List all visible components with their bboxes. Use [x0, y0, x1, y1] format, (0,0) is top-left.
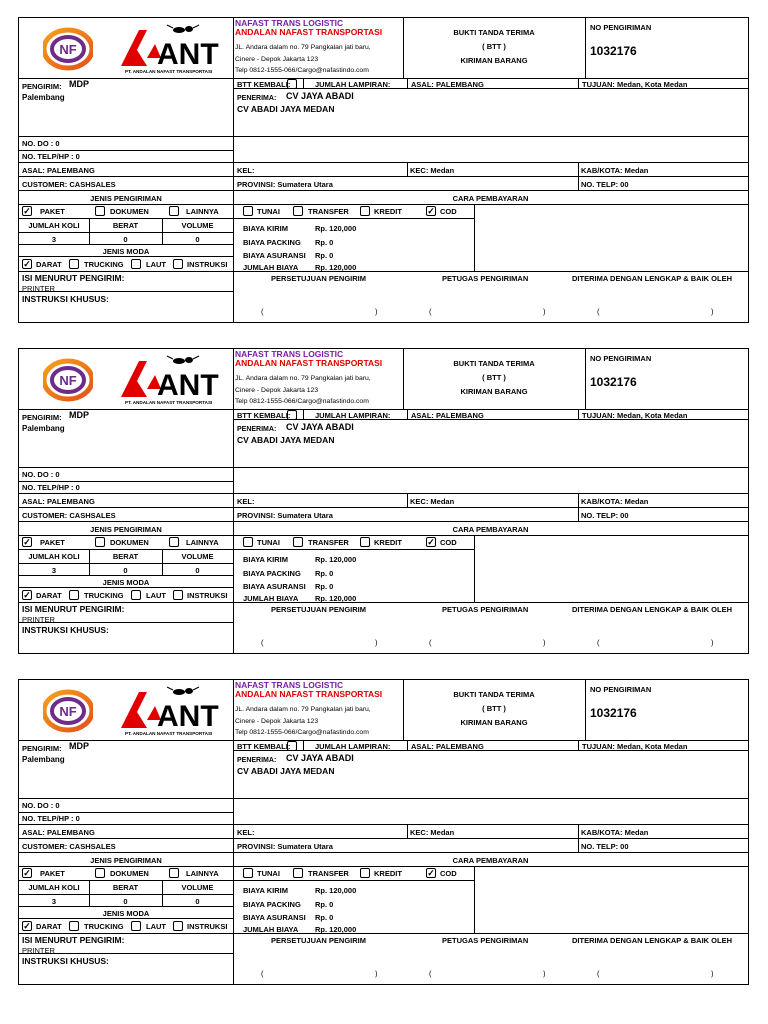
- dokumen-label: DOKUMEN: [110, 207, 149, 216]
- petugas-pengiriman: PETUGAS PENGIRIMAN: [442, 605, 529, 614]
- sign-open-2: (: [429, 307, 432, 316]
- berat-label: BERAT: [112, 883, 139, 892]
- cod-checkbox[interactable]: ✓: [427, 206, 435, 216]
- company-name: NAFAST TRANS LOGISTIC: [235, 349, 344, 359]
- jumlah-koli-label: JUMLAH KOLI: [28, 883, 80, 892]
- ant-logo-icon: [117, 355, 221, 405]
- company-address-2: Cinere - Depok Jakarta 123: [235, 56, 319, 63]
- company-name: NAFAST TRANS LOGISTIC: [235, 18, 344, 28]
- lainnya-checkbox[interactable]: [169, 206, 179, 216]
- company-contact: Telp 0812-1555-066/Cargo@nafastindo.com: [235, 398, 369, 405]
- lainnya-label: LAINNYA: [186, 869, 219, 878]
- cod-checkbox[interactable]: ✓: [427, 537, 435, 547]
- penerima-name-2: CV ABADI JAYA MEDAN: [237, 435, 335, 445]
- kredit-checkbox[interactable]: [360, 868, 370, 878]
- trucking-checkbox[interactable]: [69, 259, 79, 269]
- biaya-asuransi-label: BIAYA ASURANSI: [243, 582, 306, 591]
- receiver-telp: NO. TELP: 00: [581, 180, 629, 189]
- biaya-kirim-value: Rp. 120,000: [315, 555, 357, 564]
- diterima-oleh: DITERIMA DENGAN LENGKAP & BAIK OLEH: [572, 605, 733, 614]
- isi-label: ISI MENURUT PENGIRIM:: [22, 604, 125, 614]
- no-do: NO. DO : 0: [22, 801, 60, 810]
- no-do: NO. DO : 0: [22, 139, 60, 148]
- instruksi-label: INSTRUKSI: [187, 591, 228, 600]
- sign-open-1: (: [261, 307, 264, 316]
- svg-text:PT. ANDALAN NAFAST TRANSPORTAS: PT. ANDALAN NAFAST TRANSPORTASI: [125, 731, 213, 736]
- pengirim-city: Palembang: [22, 755, 65, 764]
- no-pengiriman-label: NO PENGIRIMAN: [590, 685, 652, 694]
- company-subname: ANDALAN NAFAST TRANSPORTASI: [235, 689, 383, 699]
- jumlah-koli-value: 3: [51, 235, 57, 244]
- sender-asal: ASAL: PALEMBANG: [22, 828, 95, 837]
- laut-checkbox[interactable]: [131, 259, 141, 269]
- paket-label: PAKET: [40, 207, 65, 216]
- laut-label: LAUT: [146, 922, 166, 931]
- laut-checkbox[interactable]: [131, 921, 141, 931]
- customer: CUSTOMER: CASHSALES: [22, 180, 116, 189]
- sign-close-2: ): [543, 969, 546, 978]
- btt-form-2: [18, 348, 749, 654]
- instruksi-label: INSTRUKSI: [187, 922, 228, 931]
- sign-open-3: (: [597, 307, 600, 316]
- sign-open-2: (: [429, 969, 432, 978]
- trucking-label: TRUCKING: [84, 922, 124, 931]
- company-contact: Telp 0812-1555-066/Cargo@nafastindo.com: [235, 729, 369, 736]
- volume-label: VOLUME: [181, 552, 214, 561]
- kel: KEL:: [237, 828, 255, 837]
- sign-close-1: ): [375, 969, 378, 978]
- sign-close-3: ): [711, 307, 714, 316]
- sign-close-3: ): [711, 969, 714, 978]
- diterima-oleh: DITERIMA DENGAN LENGKAP & BAIK OLEH: [572, 274, 733, 283]
- penerima-name: CV JAYA ABADI: [286, 91, 354, 101]
- no-pengiriman-label: NO PENGIRIMAN: [590, 354, 652, 363]
- kel: KEL:: [237, 166, 255, 175]
- trucking-checkbox[interactable]: [69, 590, 79, 600]
- svg-text:NF: NF: [59, 704, 77, 719]
- jenis-moda-header: JENIS MODA: [102, 247, 150, 256]
- darat-label: DARAT: [36, 260, 62, 269]
- no-pengiriman-value: 1032176: [590, 706, 637, 720]
- lainnya-checkbox[interactable]: [169, 537, 179, 547]
- doc-subtitle: KIRIMAN BARANG: [460, 56, 528, 65]
- doc-title-abbr: ( BTT ): [482, 373, 506, 382]
- jumlah-biaya-value: Rp. 120,000: [315, 925, 357, 934]
- isi-value: PRINTER: [22, 946, 55, 955]
- berat-label: BERAT: [112, 221, 139, 230]
- sender-telp: NO. TELP/HP : 0: [22, 483, 80, 492]
- biaya-kirim-label: BIAYA KIRIM: [243, 555, 289, 564]
- darat-label: DARAT: [36, 591, 62, 600]
- pengirim-label: PENGIRIM:: [22, 413, 62, 422]
- doc-title: BUKTI TANDA TERIMA: [453, 28, 535, 37]
- kel: KEL:: [237, 497, 255, 506]
- svg-text:PT. ANDALAN NAFAST TRANSPORTAS: PT. ANDALAN NAFAST TRANSPORTASI: [125, 69, 213, 74]
- dokumen-checkbox[interactable]: [95, 537, 105, 547]
- company-name: NAFAST TRANS LOGISTIC: [235, 680, 344, 690]
- instruksi-label: INSTRUKSI: [187, 260, 228, 269]
- laut-checkbox[interactable]: [131, 590, 141, 600]
- kab-kota: KAB/KOTA: Medan: [581, 828, 649, 837]
- jenis-moda-header: JENIS MODA: [102, 909, 150, 918]
- svg-text:NF: NF: [59, 42, 77, 57]
- jumlah-koli-value: 3: [51, 566, 57, 575]
- kredit-label: KREDIT: [374, 207, 402, 216]
- btt-kembali-checkbox[interactable]: [287, 410, 297, 420]
- isi-label: ISI MENURUT PENGIRIM:: [22, 935, 125, 945]
- darat-label: DARAT: [36, 922, 62, 931]
- biaya-kirim-label: BIAYA KIRIM: [243, 886, 289, 895]
- biaya-packing-label: BIAYA PACKING: [243, 900, 301, 909]
- receiver-telp: NO. TELP: 00: [581, 511, 629, 520]
- penerima-name-2: CV ABADI JAYA MEDAN: [237, 766, 335, 776]
- persetujuan-pengirim: PERSETUJUAN PENGIRIM: [271, 605, 367, 614]
- sign-close-3: ): [711, 638, 714, 647]
- tujuan: TUJUAN: Medan, Kota Medan: [582, 742, 688, 751]
- tunai-checkbox[interactable]: [243, 868, 253, 878]
- trucking-label: TRUCKING: [84, 260, 124, 269]
- dokumen-checkbox[interactable]: [95, 868, 105, 878]
- biaya-packing-value: Rp. 0: [315, 238, 334, 247]
- company-address-2: Cinere - Depok Jakarta 123: [235, 387, 319, 394]
- tunai-label: TUNAI: [257, 538, 280, 547]
- svg-text:ANT: ANT: [157, 38, 219, 71]
- tunai-checkbox[interactable]: [243, 206, 253, 216]
- company-contact: Telp 0812-1555-066/Cargo@nafastindo.com: [235, 67, 369, 74]
- biaya-asuransi-label: BIAYA ASURANSI: [243, 251, 306, 260]
- darat-checkbox[interactable]: ✓: [23, 921, 31, 931]
- volume-value: 0: [195, 897, 200, 906]
- petugas-pengiriman: PETUGAS PENGIRIMAN: [442, 274, 529, 283]
- jumlah-biaya-value: Rp. 120,000: [315, 263, 357, 272]
- pengirim-name: MDP: [69, 79, 89, 89]
- pengirim-label: PENGIRIM:: [22, 82, 62, 91]
- sign-open-2: (: [429, 638, 432, 647]
- sign-close-1: ): [375, 638, 378, 647]
- petugas-pengiriman: PETUGAS PENGIRIMAN: [442, 936, 529, 945]
- sign-close-1: ): [375, 307, 378, 316]
- company-address-1: JL. Andara dalam no. 79 Pangkalan jati baru,: [235, 44, 371, 51]
- transfer-checkbox[interactable]: [293, 868, 303, 878]
- penerima-name: CV JAYA ABADI: [286, 422, 354, 432]
- pengirim-city: Palembang: [22, 424, 65, 433]
- company-subname: ANDALAN NAFAST TRANSPORTASI: [235, 27, 383, 37]
- nafast-logo-icon: [43, 355, 93, 405]
- kredit-label: KREDIT: [374, 538, 402, 547]
- jumlah-koli-label: JUMLAH KOLI: [28, 552, 80, 561]
- isi-value: PRINTER: [22, 615, 55, 624]
- dokumen-checkbox[interactable]: [95, 206, 105, 216]
- biaya-kirim-value: Rp. 120,000: [315, 886, 357, 895]
- biaya-asuransi-label: BIAYA ASURANSI: [243, 913, 306, 922]
- penerima-name-2: CV ABADI JAYA MEDAN: [237, 104, 335, 114]
- biaya-asuransi-value: Rp. 0: [315, 582, 334, 591]
- btt-kembali-label: BTT KEMBALI:: [237, 742, 291, 751]
- btt-kembali-label: BTT KEMBALI:: [237, 411, 291, 420]
- lainnya-label: LAINNYA: [186, 207, 219, 216]
- cara-pembayaran-header: CARA PEMBAYARAN: [452, 856, 529, 865]
- berat-value: 0: [123, 566, 128, 575]
- company-address-2: Cinere - Depok Jakarta 123: [235, 718, 319, 725]
- isi-value: PRINTER: [22, 284, 55, 293]
- tunai-label: TUNAI: [257, 207, 280, 216]
- ant-logo-icon: [117, 686, 221, 736]
- kredit-checkbox[interactable]: [360, 537, 370, 547]
- provinsi: PROVINSI: Sumatera Utara: [237, 180, 333, 189]
- btt-form-3: [18, 679, 749, 985]
- dokumen-label: DOKUMEN: [110, 538, 149, 547]
- tunai-label: TUNAI: [257, 869, 280, 878]
- penerima-label: PENERIMA:: [237, 95, 277, 102]
- kec: KEC: Medan: [410, 497, 455, 506]
- persetujuan-pengirim: PERSETUJUAN PENGIRIM: [271, 936, 367, 945]
- sender-telp: NO. TELP/HP : 0: [22, 152, 80, 161]
- biaya-packing-label: BIAYA PACKING: [243, 238, 301, 247]
- cod-checkbox[interactable]: ✓: [427, 868, 435, 878]
- penerima-name: CV JAYA ABADI: [286, 753, 354, 763]
- btt-form-1: [18, 17, 749, 323]
- jumlah-biaya-label: JUMLAH BIAYA: [243, 263, 299, 272]
- biaya-asuransi-value: Rp. 0: [315, 913, 334, 922]
- darat-checkbox[interactable]: ✓: [23, 259, 31, 269]
- transfer-checkbox[interactable]: [293, 206, 303, 216]
- sender-asal: ASAL: PALEMBANG: [22, 497, 95, 506]
- kab-kota: KAB/KOTA: Medan: [581, 166, 649, 175]
- isi-label: ISI MENURUT PENGIRIM:: [22, 273, 125, 283]
- biaya-packing-value: Rp. 0: [315, 569, 334, 578]
- volume-value: 0: [195, 235, 200, 244]
- company-address-1: JL. Andara dalam no. 79 Pangkalan jati baru,: [235, 706, 371, 713]
- diterima-oleh: DITERIMA DENGAN LENGKAP & BAIK OLEH: [572, 936, 733, 945]
- sender-asal: ASAL: PALEMBANG: [22, 166, 95, 175]
- no-pengiriman-label: NO PENGIRIMAN: [590, 23, 652, 32]
- kab-kota: KAB/KOTA: Medan: [581, 497, 649, 506]
- doc-title: BUKTI TANDA TERIMA: [453, 359, 535, 368]
- berat-label: BERAT: [112, 552, 139, 561]
- sign-close-2: ): [543, 638, 546, 647]
- nafast-logo-icon: [43, 24, 93, 74]
- customer: CUSTOMER: CASHSALES: [22, 511, 116, 520]
- sign-open-1: (: [261, 969, 264, 978]
- tunai-checkbox[interactable]: [243, 537, 253, 547]
- berat-value: 0: [123, 235, 128, 244]
- instruksi-checkbox[interactable]: [173, 590, 183, 600]
- penerima-label: PENERIMA:: [237, 426, 277, 433]
- sign-open-3: (: [597, 969, 600, 978]
- trucking-label: TRUCKING: [84, 591, 124, 600]
- btt-kembali-checkbox[interactable]: [287, 741, 297, 751]
- transfer-label: TRANSFER: [308, 207, 349, 216]
- berat-value: 0: [123, 897, 128, 906]
- volume-value: 0: [195, 566, 200, 575]
- jumlah-koli-value: 3: [51, 897, 57, 906]
- sign-close-2: ): [543, 307, 546, 316]
- no-pengiriman-value: 1032176: [590, 375, 637, 389]
- jenis-pengiriman-header: JENIS PENGIRIMAN: [90, 525, 162, 534]
- jenis-pengiriman-header: JENIS PENGIRIMAN: [90, 856, 162, 865]
- provinsi: PROVINSI: Sumatera Utara: [237, 842, 333, 851]
- pengirim-name: MDP: [69, 741, 89, 751]
- biaya-asuransi-value: Rp. 0: [315, 251, 334, 260]
- svg-text:ANT: ANT: [157, 369, 219, 402]
- biaya-kirim-label: BIAYA KIRIM: [243, 224, 289, 233]
- cod-label: COD: [440, 538, 457, 547]
- sign-open-1: (: [261, 638, 264, 647]
- svg-text:PT. ANDALAN NAFAST TRANSPORTAS: PT. ANDALAN NAFAST TRANSPORTASI: [125, 400, 213, 405]
- cod-label: COD: [440, 869, 457, 878]
- receiver-asal: ASAL: PALEMBANG: [411, 80, 484, 89]
- no-pengiriman-value: 1032176: [590, 44, 637, 58]
- ant-logo-icon: [117, 24, 221, 74]
- tujuan: TUJUAN: Medan, Kota Medan: [582, 411, 688, 420]
- svg-text:ANT: ANT: [157, 700, 219, 733]
- customer: CUSTOMER: CASHSALES: [22, 842, 116, 851]
- jenis-pengiriman-header: JENIS PENGIRIMAN: [90, 194, 162, 203]
- penerima-label: PENERIMA:: [237, 757, 277, 764]
- lainnya-checkbox[interactable]: [169, 868, 179, 878]
- pengirim-label: PENGIRIM:: [22, 744, 62, 753]
- biaya-packing-label: BIAYA PACKING: [243, 569, 301, 578]
- doc-title: BUKTI TANDA TERIMA: [453, 690, 535, 699]
- transfer-checkbox[interactable]: [293, 537, 303, 547]
- doc-subtitle: KIRIMAN BARANG: [460, 718, 528, 727]
- persetujuan-pengirim: PERSETUJUAN PENGIRIM: [271, 274, 367, 283]
- doc-subtitle: KIRIMAN BARANG: [460, 387, 528, 396]
- cara-pembayaran-header: CARA PEMBAYARAN: [452, 525, 529, 534]
- paket-checkbox[interactable]: ✓: [23, 537, 31, 547]
- pengirim-name: MDP: [69, 410, 89, 420]
- jumlah-lampiran-label: JUMLAH LAMPIRAN:: [315, 80, 391, 89]
- laut-label: LAUT: [146, 260, 166, 269]
- laut-label: LAUT: [146, 591, 166, 600]
- dokumen-label: DOKUMEN: [110, 869, 149, 878]
- sign-open-3: (: [597, 638, 600, 647]
- darat-checkbox[interactable]: ✓: [23, 590, 31, 600]
- trucking-checkbox[interactable]: [69, 921, 79, 931]
- receiver-telp: NO. TELP: 00: [581, 842, 629, 851]
- company-subname: ANDALAN NAFAST TRANSPORTASI: [235, 358, 383, 368]
- volume-label: VOLUME: [181, 883, 214, 892]
- company-address-1: JL. Andara dalam no. 79 Pangkalan jati baru,: [235, 375, 371, 382]
- sender-telp: NO. TELP/HP : 0: [22, 814, 80, 823]
- jumlah-lampiran-label: JUMLAH LAMPIRAN:: [315, 742, 391, 751]
- transfer-label: TRANSFER: [308, 538, 349, 547]
- biaya-kirim-value: Rp. 120,000: [315, 224, 357, 233]
- tujuan: TUJUAN: Medan, Kota Medan: [582, 80, 688, 89]
- transfer-label: TRANSFER: [308, 869, 349, 878]
- kec: KEC: Medan: [410, 828, 455, 837]
- paket-checkbox[interactable]: ✓: [23, 868, 31, 878]
- doc-title-abbr: ( BTT ): [482, 704, 506, 713]
- kredit-label: KREDIT: [374, 869, 402, 878]
- kec: KEC: Medan: [410, 166, 455, 175]
- kredit-checkbox[interactable]: [360, 206, 370, 216]
- paket-label: PAKET: [40, 538, 65, 547]
- paket-label: PAKET: [40, 869, 65, 878]
- instruksi-khusus-label: INSTRUKSI KHUSUS:: [22, 294, 109, 304]
- btt-kembali-label: BTT KEMBALI:: [237, 80, 291, 89]
- receiver-asal: ASAL: PALEMBANG: [411, 742, 484, 751]
- btt-kembali-checkbox[interactable]: [287, 79, 297, 89]
- jumlah-biaya-label: JUMLAH BIAYA: [243, 925, 299, 934]
- jumlah-koli-label: JUMLAH KOLI: [28, 221, 80, 230]
- receiver-asal: ASAL: PALEMBANG: [411, 411, 484, 420]
- lainnya-label: LAINNYA: [186, 538, 219, 547]
- nafast-logo-icon: [43, 686, 93, 736]
- doc-title-abbr: ( BTT ): [482, 42, 506, 51]
- provinsi: PROVINSI: Sumatera Utara: [237, 511, 333, 520]
- jumlah-biaya-label: JUMLAH BIAYA: [243, 594, 299, 603]
- instruksi-khusus-label: INSTRUKSI KHUSUS:: [22, 625, 109, 635]
- instruksi-checkbox[interactable]: [173, 259, 183, 269]
- cod-label: COD: [440, 207, 457, 216]
- no-do: NO. DO : 0: [22, 470, 60, 479]
- paket-checkbox[interactable]: ✓: [23, 206, 31, 216]
- volume-label: VOLUME: [181, 221, 214, 230]
- instruksi-checkbox[interactable]: [173, 921, 183, 931]
- jenis-moda-header: JENIS MODA: [102, 578, 150, 587]
- biaya-packing-value: Rp. 0: [315, 900, 334, 909]
- cara-pembayaran-header: CARA PEMBAYARAN: [452, 194, 529, 203]
- jumlah-lampiran-label: JUMLAH LAMPIRAN:: [315, 411, 391, 420]
- svg-text:NF: NF: [59, 373, 77, 388]
- jumlah-biaya-value: Rp. 120,000: [315, 594, 357, 603]
- pengirim-city: Palembang: [22, 93, 65, 102]
- instruksi-khusus-label: INSTRUKSI KHUSUS:: [22, 956, 109, 966]
